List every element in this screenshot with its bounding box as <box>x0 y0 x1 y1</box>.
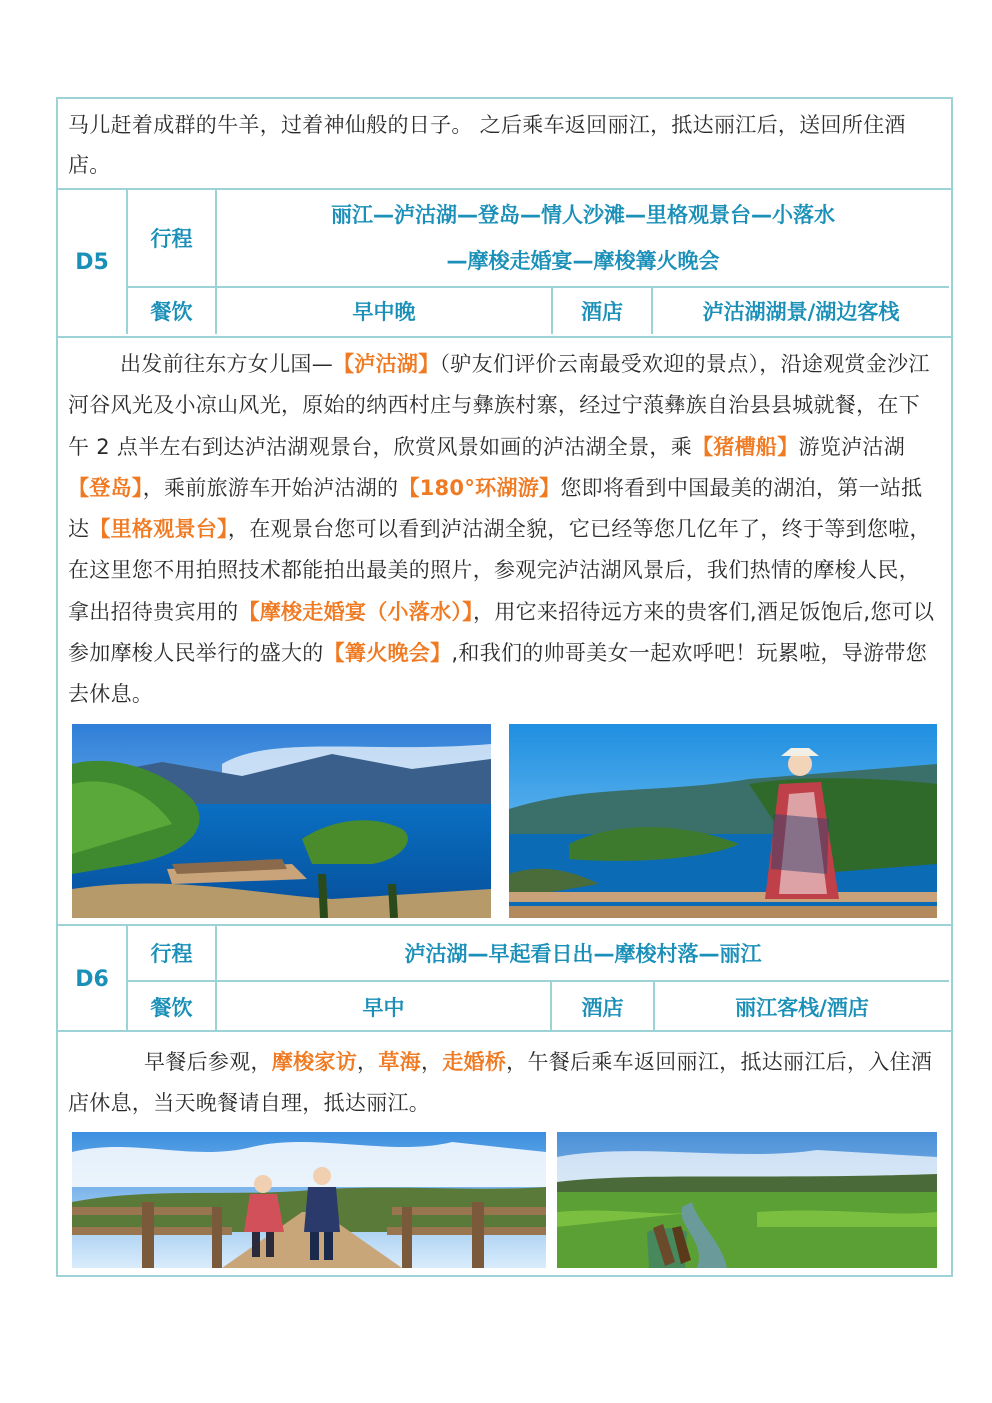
intro-text: 马儿赶着成群的牛羊，过着神仙般的日子。 之后乘车返回丽江，抵达丽江后，送回所住酒店。 <box>68 113 906 177</box>
couple-bridge-photo <box>72 1132 546 1268</box>
highlight-grass-sea: 草海 <box>378 1050 421 1074</box>
d6-info <box>58 924 951 1030</box>
highlight-lugu-lake: 【泸沽湖】 <box>333 352 440 376</box>
d5-content <box>58 336 951 924</box>
d6-day-label: D6 <box>75 966 109 992</box>
itinerary-table <box>56 97 953 1277</box>
highlight-wedding-feast: 【摩梭走婚宴（小落水）】 <box>238 599 474 624</box>
d6-meal-value: 早中 <box>215 980 550 1032</box>
d6-photos <box>58 1132 951 1268</box>
d5-info <box>58 188 951 336</box>
highlight-walking-marriage-bridge: 走婚桥 <box>442 1050 507 1074</box>
d5-photos <box>58 724 951 924</box>
d5-route-line1: 丽江—泸沽湖—登岛—情人沙滩—里格观景台—小落水 <box>331 203 835 227</box>
highlight-bonfire-party: 【篝火晚会】 <box>323 641 452 666</box>
d6-route: 泸沽湖—早起看日出—摩梭村落—丽江 <box>215 926 949 980</box>
highlight-mosuo-home-visit: 摩梭家访 <box>271 1050 358 1074</box>
highlight-lake-tour: 【180°环湖游】 <box>398 475 561 500</box>
grass-sea-boats-photo <box>557 1132 937 1268</box>
d5-meal-value: 早中晚 <box>215 286 551 334</box>
d5-route-line2: —摩梭走婚宴—摩梭篝火晚会 <box>446 249 720 273</box>
d6-description: 早餐后参观，摩梭家访，草海，走婚桥，午餐后乘车返回丽江，抵达丽江后，入住酒店休息，当天晚餐请自理，抵达丽江。 <box>68 1050 933 1115</box>
d5-description: 出发前往东方女儿国—【泸沽湖】（驴友们评价云南最受欢迎的景点），沿途观赏金沙江河谷风光及小凉山风光，原始的纳西村庄与彝族村寨，经过宁蒗彝族自治县县城就餐，在下午 2 点半左右到达泸沽湖观景台，欣赏风景如画的泸沽湖全景，乘【猪槽船】游览泸沽湖【登岛】，乘前旅游车开始泸沽湖的【180°环湖游】您即将看到中国最美的湖泊，第一站抵达【里格观景台】，在观景台您可以看到泸沽湖全貌，它已经等您几亿年了，终于等到您啦，在这里您不用拍照技术都能拍出最美的照片，参观完泸沽湖风景后，我们热情的摩梭人民，拿出招待贵宾用的【摩梭走婚宴（小落水）】，用它来招待远方来的贵客们,酒足饭饱后,您可以参加摩梭人民举行的盛大的【篝火晚会】,和我们的帅哥美女一起欢呼吧！玩累啦，导游带您去休息。 <box>68 352 935 707</box>
d6-route-label: 行程 <box>126 926 215 980</box>
lake-island-photo <box>72 724 491 918</box>
d6-meal-label: 餐饮 <box>126 980 215 1032</box>
d6-content <box>58 1030 951 1275</box>
d5-route <box>215 190 949 286</box>
d6-hotel-label: 酒店 <box>550 980 653 1032</box>
d5-meal-label: 餐饮 <box>126 286 215 334</box>
d5-hotel-label: 酒店 <box>551 286 651 334</box>
d5-day-label: D5 <box>75 249 109 275</box>
d5-hotel-value: 泸沽湖湖景/湖边客栈 <box>651 286 949 334</box>
woman-viewpoint-photo <box>509 724 937 918</box>
highlight-lige-viewpoint: 【里格观景台】 <box>89 517 228 542</box>
highlight-pig-trough-boat: 【猪槽船】 <box>692 434 799 459</box>
highlight-island: 【登岛】 <box>68 475 143 500</box>
intro-row <box>58 99 951 188</box>
d5-route-label: 行程 <box>126 190 215 286</box>
d6-hotel-value: 丽江客栈/酒店 <box>653 980 949 1032</box>
